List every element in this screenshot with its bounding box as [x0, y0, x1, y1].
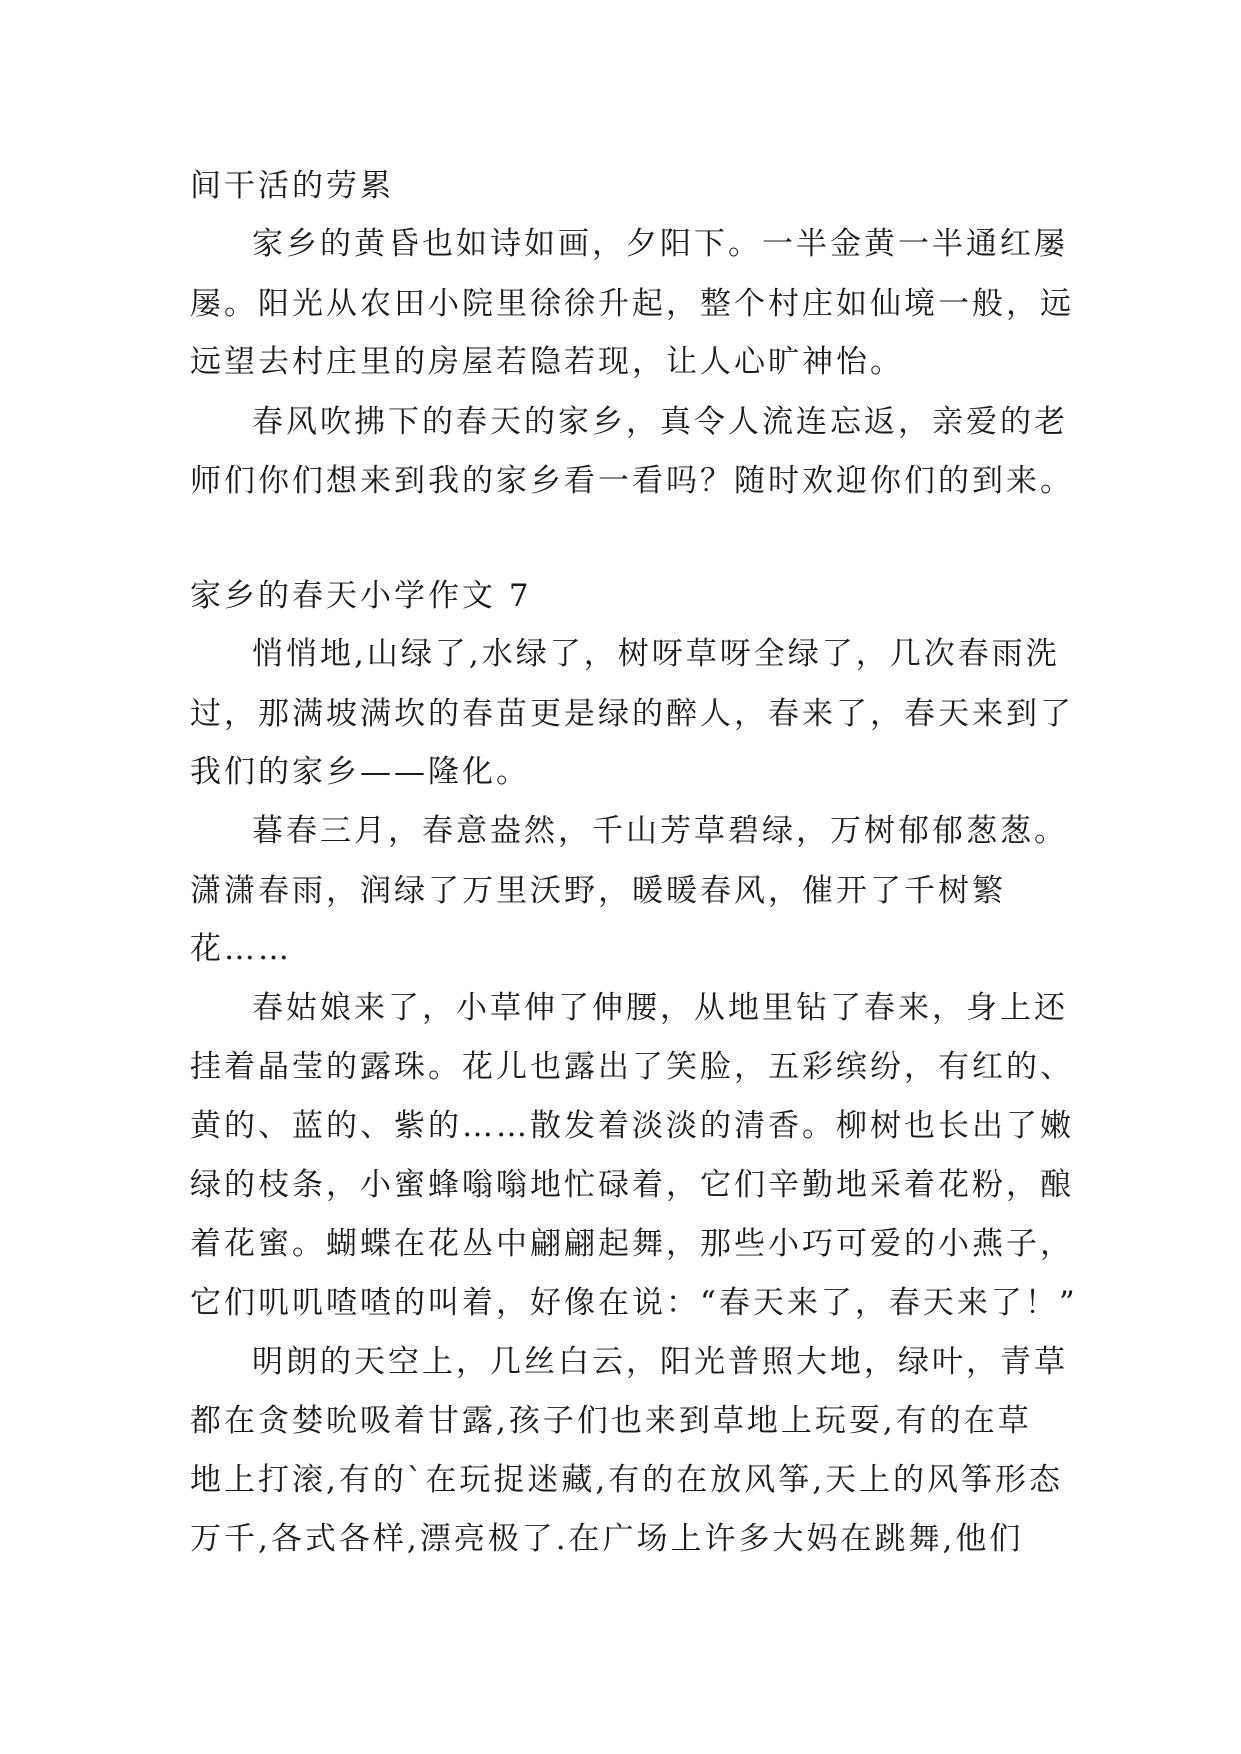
- text-line: 屡。阳光从农田小院里徐徐升起，整个村庄如仙境一般，远: [190, 286, 1074, 322]
- text-line: 花……: [190, 931, 292, 967]
- text-line: 潇潇春雨，润绿了万里沃野，暖暖春风，催开了千树繁: [190, 873, 1006, 909]
- text-line: 师们你们想来到我的家乡看一看吗？随时欢迎你们的到来。: [190, 463, 1074, 499]
- text-line: 挂着晶莹的露珠。花儿也露出了笑脸，五彩缤纷，有红的、: [190, 1049, 1074, 1085]
- text-line: 都在贪婪吮吸着甘露,孩子们也来到草地上玩耍,有的在草: [190, 1403, 1032, 1439]
- text-line: 过，那满坡满坎的春苗更是绿的醉人，春来了，春天来到了: [190, 696, 1074, 732]
- text-line: 间干活的劳累: [190, 168, 394, 204]
- paragraph-first-line: 暮春三月，春意盎然，千山芳草碧绿，万树郁郁葱葱。: [252, 813, 1068, 849]
- text-line: 着花蜜。蝴蝶在花丛中翩翩起舞，那些小巧可爱的小燕子，: [190, 1226, 1074, 1262]
- text-line: 黄的、蓝的、紫的……散发着淡淡的清香。柳树也长出了嫩: [190, 1108, 1074, 1144]
- paragraph-first-line: 明朗的天空上，几丝白云，阳光普照大地，绿叶，青草: [252, 1344, 1068, 1380]
- paragraph-first-line: 春风吹拂下的春天的家乡，真令人流连忘返，亲爱的老: [252, 404, 1068, 440]
- paragraph-first-line: 悄悄地,山绿了,水绿了，树呀草呀全绿了，几次春雨洗: [252, 636, 1060, 672]
- text-line: 地上打滚,有的`在玩捉迷藏,有的在放风筝,天上的风筝形态: [190, 1462, 1064, 1498]
- paragraph-first-line: 春姑娘来了，小草伸了伸腰，从地里钻了春来，身上还: [252, 990, 1068, 1026]
- text-line: 万千,各式各样,漂亮极了.在广场上许多大妈在跳舞,他们: [190, 1521, 1024, 1557]
- text-line: 远望去村庄里的房屋若隐若现，让人心旷神怡。: [190, 344, 904, 380]
- text-line: 我们的家乡——隆化。: [190, 754, 530, 790]
- text-line: 它们叽叽喳喳的叫着，好像在说：“春天来了，春天来了！”: [190, 1285, 1078, 1321]
- text-line: 绿的枝条，小蜜蜂嗡嗡地忙碌着，它们辛勤地采着花粉，酿: [190, 1167, 1074, 1203]
- paragraph-first-line: 家乡的黄昏也如诗如画，夕阳下。一半金黄一半通红屡: [252, 226, 1068, 262]
- section-heading: 家乡的春天小学作文 7: [190, 578, 532, 614]
